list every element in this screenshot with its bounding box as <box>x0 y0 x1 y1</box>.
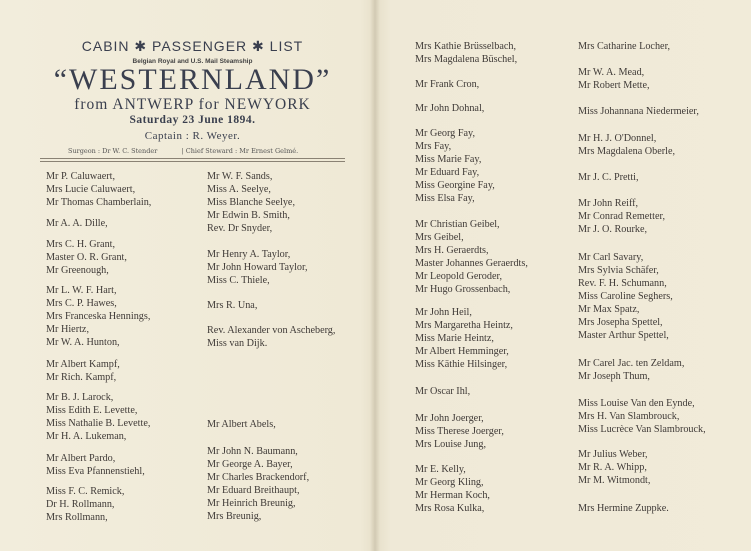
passenger-entry: Miss Georgine Fay, <box>415 180 495 191</box>
passenger-entry: Mr W. A. Mead, <box>578 67 645 78</box>
passenger-entry: Mr Georg Kling, <box>415 477 484 488</box>
passenger-entry: Master Arthur Spettel, <box>578 330 669 341</box>
passenger-entry: Mr Georg Fay, <box>415 128 475 139</box>
passenger-entry: Mr Thomas Chamberlain, <box>46 197 152 208</box>
passenger-entry: Mr Herman Koch, <box>415 490 490 501</box>
passenger-entry: Rev. Dr Snyder, <box>207 223 273 234</box>
passenger-entry: Miss Johannana Niedermeier, <box>578 106 699 117</box>
passenger-entry: Mr J. O. Rourke, <box>578 224 648 235</box>
passenger-entry: Mr John Dohnal, <box>415 103 485 114</box>
passenger-entry: Mrs Geibel, <box>415 232 464 243</box>
sailing-date: Saturday 23 June 1894. <box>129 114 256 126</box>
passenger-entry: Mr Carel Jac. ten Zeldam, <box>578 358 685 369</box>
passenger-entry: Miss Louise Van den Eynde, <box>578 398 695 409</box>
passenger-entry: Miss C. Thiele, <box>207 275 270 286</box>
passenger-entry: Miss F. C. Remick, <box>46 486 125 497</box>
passenger-entry: Mr H. J. O'Donnel, <box>578 133 657 144</box>
chief-steward: | Chief Steward : Mr Ernest Gelmé. <box>181 147 299 155</box>
passenger-entry: Mr Hugo Grossenbach, <box>415 284 511 295</box>
passenger-entry: Miss van Dijk. <box>207 338 268 349</box>
passenger-entry: Mr John Reiff, <box>578 198 639 209</box>
passenger-entry: Mr George A. Bayer, <box>207 459 293 470</box>
passenger-entry: Mr Carl Savary, <box>578 252 644 263</box>
passenger-entry: Mr M. Witmondt, <box>578 475 651 486</box>
passenger-entry: Mrs R. Una, <box>207 300 258 311</box>
passenger-entry: Mr R. A. Whipp, <box>578 462 647 473</box>
passenger-entry: Mr W. A. Hunton, <box>46 337 120 348</box>
passenger-entry: Mr Christian Geibel, <box>415 219 500 230</box>
passenger-entry: Mr Charles Brackendorf, <box>207 472 310 483</box>
passenger-entry: Mr John N. Baumann, <box>207 446 298 457</box>
passenger-entry: Miss Therese Joerger, <box>415 426 504 437</box>
passenger-entry: Mr Eduard Breithaupt, <box>207 485 300 496</box>
passenger-entry: Mrs Hermine Zuppke. <box>578 503 669 514</box>
passenger-entry: Mrs C. P. Hawes, <box>46 298 117 309</box>
passenger-entry: Mr John Heil, <box>415 307 472 318</box>
passenger-entry: Mr Albert Hemminger, <box>415 346 509 357</box>
passenger-entry: Dr H. Rollmann, <box>46 499 115 510</box>
crew-line <box>68 147 328 155</box>
passenger-entry: Mr Henry A. Taylor, <box>207 249 291 260</box>
passenger-entry: Rev. F. H. Schumann, <box>578 278 667 289</box>
passenger-entry: Mrs Rollmann, <box>46 512 108 523</box>
passenger-entry: Mr Conrad Remetter, <box>578 211 666 222</box>
passenger-entry: Master O. R. Grant, <box>46 252 127 263</box>
route: from ANTWERP for NEWYORK <box>74 96 311 113</box>
passenger-entry: Mrs Rosa Kulka, <box>415 503 485 514</box>
passenger-entry: Mrs Margaretha Heintz, <box>415 320 513 331</box>
passenger-entry: Mr Rich. Kampf, <box>46 372 117 383</box>
passenger-entry: Mr Hiertz, <box>46 324 89 335</box>
passenger-entry: Mrs Franceska Hennings, <box>46 311 151 322</box>
passenger-entry: Mrs Josepha Spettel, <box>578 317 663 328</box>
passenger-entry: Mr Edwin B. Smith, <box>207 210 290 221</box>
passenger-entry: Mr Eduard Fay, <box>415 167 480 178</box>
passenger-entry: Mrs C. H. Grant, <box>46 239 116 250</box>
passenger-entry: Rev. Alexander von Ascheberg, <box>207 325 336 336</box>
passenger-entry: Miss Edith E. Levette, <box>46 405 138 416</box>
passenger-entry: Mr H. A. Lukeman, <box>46 431 127 442</box>
passenger-entry: Miss A. Seelye, <box>207 184 271 195</box>
passenger-entry: Mr Greenough, <box>46 265 109 276</box>
passenger-entry: Mr Frank Cron, <box>415 79 480 90</box>
passenger-entry: Mrs Breunig, <box>207 511 262 522</box>
surgeon: Surgeon : Dr W. C. Stender <box>68 147 158 155</box>
passenger-entry: Mr Albert Pardo, <box>46 453 116 464</box>
passenger-entry: Mrs Fay, <box>415 141 452 152</box>
passenger-entry: Mr J. C. Pretti, <box>578 172 639 183</box>
header-rule-thin <box>40 161 345 162</box>
passenger-entry: Mrs Lucie Caluwaert, <box>46 184 136 195</box>
passenger-entry: Miss Marie Fay, <box>415 154 482 165</box>
passenger-entry: Miss Elsa Fay, <box>415 193 475 204</box>
passenger-entry: Mr Joseph Thum, <box>578 371 650 382</box>
passenger-entry: Miss Blanche Seelye, <box>207 197 295 208</box>
passenger-entry: Miss Lucrèce Van Slambrouck, <box>578 424 706 435</box>
passenger-entry: Mr John Howard Taylor, <box>207 262 308 273</box>
steamship-line: Belgian Royal and U.S. Mail Steamship <box>132 58 253 65</box>
passenger-entry: Miss Eva Pfannenstiehl, <box>46 466 145 477</box>
passenger-entry: Mr Albert Kampf, <box>46 359 120 370</box>
passenger-entry: Mr Oscar Ihl, <box>415 386 471 397</box>
passenger-entry: Mrs Magdalena Büschel, <box>415 54 518 65</box>
passenger-entry: Mr Heinrich Breunig, <box>207 498 296 509</box>
passenger-entry: Mr E. Kelly, <box>415 464 466 475</box>
passenger-entry: Mrs H. Geraerdts, <box>415 245 489 256</box>
passenger-entry: Mrs Magdalena Oberle, <box>578 146 676 157</box>
passenger-entry: Mr W. F. Sands, <box>207 171 273 182</box>
passenger-entry: Mr Leopold Geroder, <box>415 271 503 282</box>
passenger-entry: Mrs Louise Jung, <box>415 439 487 450</box>
passenger-entry: Mr B. J. Larock, <box>46 392 114 403</box>
passenger-entry: Mr John Joerger, <box>415 413 484 424</box>
passenger-entry: Mr Albert Abels, <box>207 419 276 430</box>
passenger-entry: Miss Caroline Seghers, <box>578 291 673 302</box>
passenger-entry: Mr Max Spatz, <box>578 304 640 315</box>
passenger-entry: Mr P. Caluwaert, <box>46 171 116 182</box>
passenger-entry: Mr Robert Mette, <box>578 80 650 91</box>
header-rule <box>40 158 345 159</box>
passenger-entry: Mr L. W. F. Hart, <box>46 285 117 296</box>
passenger-entry: Master Johannes Geraerdts, <box>415 258 528 269</box>
passenger-entry: Miss Marie Heintz, <box>415 333 494 344</box>
passenger-entry: Mrs Sylvia Schäfer, <box>578 265 659 276</box>
page-fold <box>370 0 380 551</box>
list-title: CABIN ✱ PASSENGER ✱ LIST <box>81 38 304 54</box>
passenger-entry: Mr A. A. Dille, <box>46 218 108 229</box>
ship-name: “WESTERNLAND” <box>53 63 332 96</box>
passenger-entry: Miss Nathalie B. Levette, <box>46 418 151 429</box>
passenger-entry: Miss Käthie Hilsinger, <box>415 359 508 370</box>
passenger-entry: Mrs H. Van Slambrouck, <box>578 411 680 422</box>
passenger-entry: Mrs Kathie Brüsselbach, <box>415 41 517 52</box>
passenger-entry: Mrs Catharine Locher, <box>578 41 671 52</box>
captain: Captain : R. Weyer. <box>144 130 241 142</box>
passenger-entry: Mr Julius Weber, <box>578 449 648 460</box>
